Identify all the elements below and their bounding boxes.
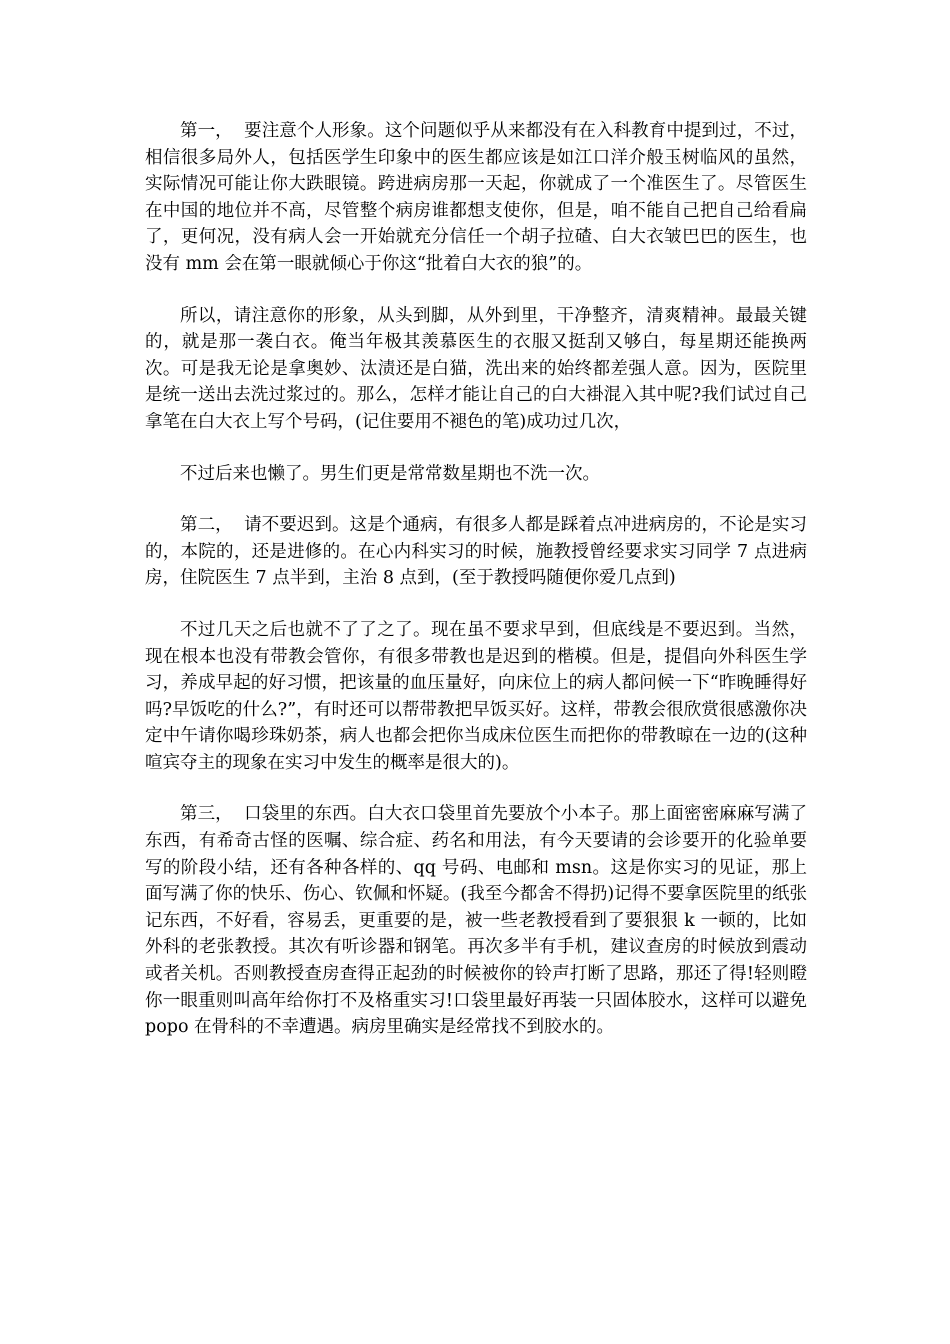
paragraph-6: 第三， 口袋里的东西。白大衣口袋里首先要放个小本子。那上面密密麻麻写满了东西，有希奇古怪的医嘱、综合症、药名和用法，有今天要请的会诊要开的化验单要写的阶段小结，还有各种各样的、qq 号码、电邮和 msn。这是你实习的见证，那上面写满了你的快乐、伤心、钦佩和怀疑。(我至今都舍不得扔)记得不要拿医院里的纸张记东西，不好看，容易丢，更重要的是，被一些老教授看到了要狠狠 k 一顿的，比如外科的老张教授。其次有听诊器和钢笔。再次多半有手机，建议查房的时候放到震动或者关机。否则教授查房查得正起劲的时候被你的铃声打断了思路，那还了得!轻则瞪你一眼重则叫高年给你打不及格重实习!口袋里最好再装一只固体胶水，这样可以避免 popo 在骨科的不幸遭遇。病房里确实是经常找不到胶水的。 — [145, 804, 813, 1038]
paragraph-1: 第一， 要注意个人形象。这个问题似乎从来都没有在入科教育中提到过，不过，相信很多局外人，包括医学生印象中的医生都应该是如江口洋介般玉树临风的虽然，实际情况可能让你大跌眼镜。跨进病房那一天起，你就成了一个准医生了。尽管医生在中国的地位并不高，尽管整个病房谁都想支使你，但是，咱不能自己把自己给看扁了，更何况，没有病人会一开始就充分信任一个胡子拉碴、白大衣皱巴巴的医生，也没有 mm 会在第一眼就倾心于你这“批着白大衣的狼”的。 — [145, 121, 807, 274]
paragraph-2: 所以，请注意你的形象，从头到脚，从外到里，干净整齐，清爽精神。最最关键的，就是那一袭白衣。俺当年极其羡慕医生的衣服又挺刮又够白，每星期还能换两次。可是我无论是拿奥妙、汰渍还是白猫，洗出来的始终都差强人意。因为，医院里是统一送出去洗过浆过的。那么，怎样才能让自己的白大褂混入其中呢?我们试过自己拿笔在白大衣上写个号码，(记住要用不褪色的笔)成功过几次， — [145, 305, 807, 432]
paragraph-4: 第二， 请不要迟到。这是个通病，有很多人都是踩着点冲进病房的，不论是实习的，本院的，还是进修的。在心内科实习的时候，施教授曾经要求实习同学 7 点进病房，住院医生 7 点半到，主治 8 点到，(至于教授吗随便你爱几点到) — [145, 515, 807, 589]
paragraph-5: 不过几天之后也就不了了之了。现在虽不要求早到，但底线是不要迟到。当然，现在根本也没有带教会管你，有很多带教也是迟到的楷模。但是，提倡向外科医生学习，养成早起的好习惯，把该量的血压量好，向床位上的病人都问候一下“昨晚睡得好吗?早饭吃的什么?”，有时还可以帮带教把早饭买好。这样，带教会很欣赏很感激你决定中午请你喝珍珠奶茶，病人也都会把你当成床位医生而把你的带教晾在一边的(这种喧宾夺主的现象在实习中发生的概率是很大的)。 — [145, 619, 807, 773]
document-body — [145, 118, 813, 1066]
paragraph-3: 不过后来也懒了。男生们更是常常数星期也不洗一次。 — [180, 463, 600, 484]
